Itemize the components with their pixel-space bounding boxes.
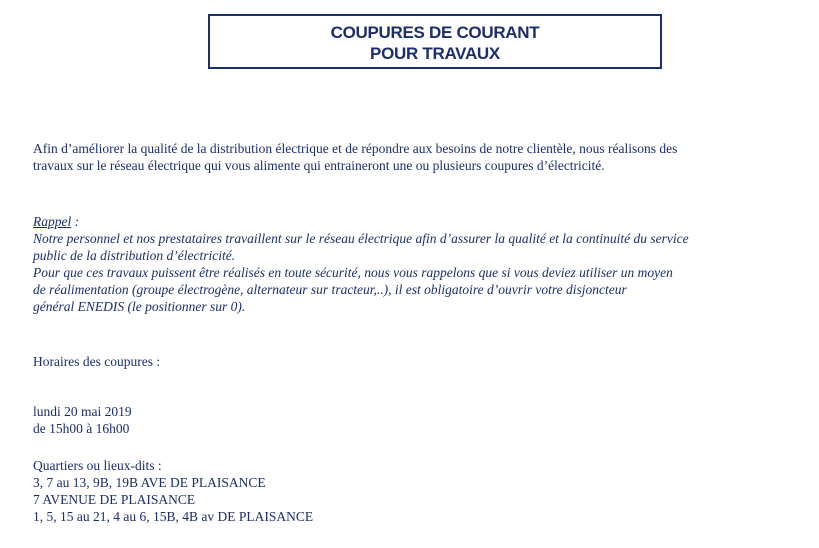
rappel-line: général ENEDIS (le positionner sur 0). xyxy=(33,299,246,314)
intro-paragraph xyxy=(33,140,677,174)
quartier-item: 3, 7 au 13, 9B, 19B AVE DE PLAISANCE xyxy=(33,475,266,490)
rappel-heading-suffix: : xyxy=(71,214,80,229)
title-line-2: POUR TRAVAUX xyxy=(370,44,500,63)
intro-line-1: Afin d’améliorer la qualité de la distribution électrique et de répondre aux besoins de notre clientèle, nous réalisons des xyxy=(33,141,678,156)
schedule-block xyxy=(33,403,132,437)
schedule-time: de 15h00 à 16h00 xyxy=(33,421,130,436)
rappel-line: de réalimentation (groupe électrogène, alternateur sur tracteur,..), il est obligatoire d’ouvrir votre disjoncteur xyxy=(33,282,627,297)
quartiers-block xyxy=(33,457,313,525)
rappel-line: public de la distribution d’électricité. xyxy=(33,248,236,263)
title-box xyxy=(208,14,662,69)
title-line-1: COUPURES DE COURANT xyxy=(330,23,540,42)
rappel-heading-line xyxy=(33,213,689,230)
rappel-line: Pour que ces travaux puissent être réalisés en toute sécurité, nous vous rappelons que si vous deviez utiliser un moyen xyxy=(33,265,673,280)
rappel-heading: Rappel xyxy=(33,214,72,229)
schedule-date: lundi 20 mai 2019 xyxy=(33,404,132,419)
rappel-section xyxy=(33,213,689,315)
intro-line-2: travaux sur le réseau électrique qui vous alimente qui entraineront une ou plusieurs coupures d’électricité. xyxy=(33,158,605,173)
quartier-item: 7 AVENUE DE PLAISANCE xyxy=(33,492,196,507)
horaires-heading: Horaires des coupures : xyxy=(33,354,161,369)
quartier-item: 1, 5, 15 au 21, 4 au 6, 15B, 4B av DE PLAISANCE xyxy=(33,509,314,524)
rappel-line: Notre personnel et nos prestataires travaillent sur le réseau électrique afin d’assurer la qualité et la continuité du service xyxy=(33,231,689,246)
quartiers-heading: Quartiers ou lieux-dits : xyxy=(33,458,162,473)
